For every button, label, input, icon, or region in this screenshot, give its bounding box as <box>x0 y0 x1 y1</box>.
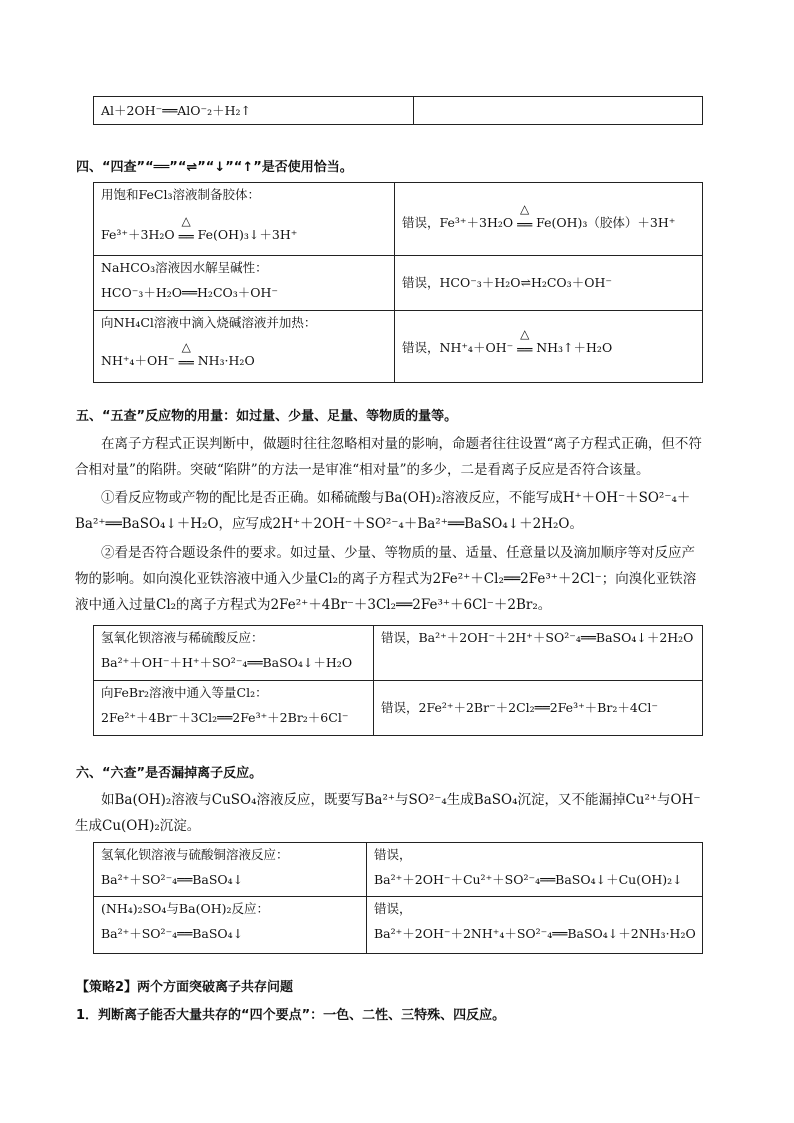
equation-text: Ba²⁺＋2OH⁻＋Cu²⁺＋SO²⁻₄══BaSO₄↓＋Cu(OH)₂↓ <box>374 871 683 887</box>
table-row <box>94 256 703 311</box>
equation-part: 错误，NH⁺₄＋OH⁻ <box>402 339 518 355</box>
table-row <box>94 681 703 736</box>
section5-paragraph-1: 在离子方程式正误判断中，做题时往往忽略相对量的影响，命题者往往设置“离子方程式正确，但不符合相对量”的陷阱。突破“陷阱”的方法一是审准“相对量”的多少，二是看离子反应是否符合该量。 <box>75 436 702 478</box>
strategy-title: 【策略2】两个方面突破离子共存问题 <box>76 980 294 995</box>
heat-icon: △ <box>520 326 530 341</box>
table-cell <box>94 183 395 256</box>
row-label: 向NH₄Cl溶液中滴入烧碱溶液并加热： <box>101 315 317 330</box>
row-label: (NH₄)₂SO₄与Ba(OH)₂反应： <box>101 901 269 916</box>
table-cell <box>374 681 703 736</box>
table-row <box>94 183 703 256</box>
equals-sign: ══ <box>517 217 533 233</box>
section6-table <box>93 842 703 954</box>
equation-text: 2Fe²⁺＋4Br⁻＋3Cl₂══2Fe³⁺＋2Br₂＋6Cl⁻ <box>101 709 349 725</box>
section4-heading: 四、“四查”“══”“⇌”“↓”“↑”是否使用恰当。 <box>76 160 353 175</box>
row-label: 错误， <box>374 901 412 916</box>
equals-sign: ══ <box>178 228 194 244</box>
top-table-left <box>94 97 414 125</box>
heat-icon: △ <box>520 202 530 217</box>
top-table <box>93 96 703 125</box>
equation-part: Fe(OH)₃（胶体）＋3H⁺ <box>532 215 676 231</box>
heat-icon: △ <box>181 339 191 354</box>
heat-equals-sign <box>517 202 533 233</box>
row-label: 氢氧化钡溶液与硫酸铜溶液反应： <box>101 847 289 862</box>
equation-text: 错误，Ba²⁺＋2OH⁻＋2H⁺＋SO²⁻₄══BaSO₄↓＋2H₂O <box>381 630 694 645</box>
table-cell <box>367 897 703 954</box>
table-cell <box>94 256 395 311</box>
row-label: 错误， <box>374 847 412 862</box>
table-cell <box>94 626 374 681</box>
equals-sign: ══ <box>178 354 194 370</box>
row-label: 氢氧化钡溶液与稀硫酸反应： <box>101 630 264 645</box>
table-cell <box>94 311 395 383</box>
equation-text: 错误，2Fe²⁺＋2Br⁻＋2Cl₂══2Fe³⁺＋Br₂＋4Cl⁻ <box>381 700 658 716</box>
table-cell <box>395 256 703 311</box>
table-cell <box>367 843 703 897</box>
top-table-right <box>414 97 703 125</box>
equation-text: Ba²⁺＋SO²⁻₄══BaSO₄↓ <box>101 925 244 941</box>
heat-equals-sign <box>517 326 533 358</box>
equation-text <box>101 339 387 371</box>
heat-equals-sign <box>178 339 194 371</box>
equation-part: NH⁺₄＋OH⁻ <box>101 352 179 368</box>
section5-paragraph-3: ②看是否符合题设条件的要求。如过量、少量、等物质的量、适量、任意量以及滴加顺序等对反应产物的影响。如向溴化亚铁溶液中通入少量Cl₂的离子方程式为2Fe²⁺＋Cl₂══2Fe³⁺＋2Cl⁻；向溴化亚铁溶液中通入过量Cl₂的离子方程式为2Fe²⁺＋4Br⁻＋3Cl₂══2Fe³⁺＋6Cl⁻＋2Br₂。 <box>75 545 697 613</box>
section5-paragraph-2: ①看反应物或产物的配比是否正确。如稀硫酸与Ba(OH)₂溶液反应，不能写成H⁺＋OH⁻＋SO²⁻₄＋Ba²⁺══BaSO₄↓＋H₂O，应写成2H⁺＋2OH⁻＋SO²⁻₄＋Ba²⁺══BaSO₄↓＋2H₂O。 <box>75 490 691 532</box>
table-cell <box>395 183 703 256</box>
equation-text <box>402 202 695 233</box>
table-cell <box>395 311 703 383</box>
heat-icon: △ <box>181 213 191 228</box>
row-label: NaHCO₃溶液因水解呈碱性： <box>101 260 268 275</box>
strategy-item-1: 1．判断离子能否大量共存的“四个要点”：一色、二性、三特殊、四反应。 <box>76 1008 506 1023</box>
equation-text: Ba²⁺＋SO²⁻₄══BaSO₄↓ <box>101 871 244 887</box>
equation-text: Al＋2OH⁻══AlO⁻₂＋H₂↑ <box>101 102 252 118</box>
table-row <box>94 843 703 897</box>
equation-text: 错误，HCO⁻₃＋H₂O⇌H₂CO₃＋OH⁻ <box>402 275 612 291</box>
section4-table <box>93 182 703 383</box>
section6-paragraph-1: 如Ba(OH)₂溶液与CuSO₄溶液反应，既要写Ba²⁺与SO²⁻₄生成BaSO₄沉淀，又不能漏掉Cu²⁺与OH⁻生成Cu(OH)₂沉淀。 <box>75 792 701 834</box>
equation-part: NH₃↑＋H₂O <box>532 339 613 355</box>
table-row <box>94 626 703 681</box>
heat-equals-sign <box>178 213 194 245</box>
table-row <box>94 897 703 954</box>
equation-text <box>402 326 695 358</box>
equation-part: Fe(OH)₃↓＋3H⁺ <box>193 226 298 242</box>
section5-table <box>93 625 703 736</box>
equation-text: Ba²⁺＋2OH⁻＋2NH⁺₄＋SO²⁻₄══BaSO₄↓＋2NH₃·H₂O <box>374 925 696 941</box>
equals-sign: ══ <box>517 341 533 357</box>
table-cell <box>94 843 367 897</box>
equation-part: 错误，Fe³⁺＋3H₂O <box>402 215 518 231</box>
equation-part: NH₃·H₂O <box>193 352 255 368</box>
row-label: 向FeBr₂溶液中通入等量Cl₂： <box>101 685 268 700</box>
table-cell <box>374 626 703 681</box>
equation-text: HCO⁻₃＋H₂O══H₂CO₃＋OH⁻ <box>101 284 279 300</box>
table-cell <box>94 681 374 736</box>
equation-text <box>101 213 387 245</box>
section6-heading: 六、“六查”是否漏掉离子反应。 <box>76 766 263 781</box>
row-label: 用饱和FeCl₃溶液制备胶体： <box>101 187 260 202</box>
section5-heading: 五、“五查”反应物的用量：如过量、少量、足量、等物质的量等。 <box>76 409 458 424</box>
equation-text: Ba²⁺＋OH⁻＋H⁺＋SO²⁻₄══BaSO₄↓＋H₂O <box>101 654 353 670</box>
equation-part: Fe³⁺＋3H₂O <box>101 226 179 242</box>
table-row <box>94 311 703 383</box>
table-cell <box>94 897 367 954</box>
